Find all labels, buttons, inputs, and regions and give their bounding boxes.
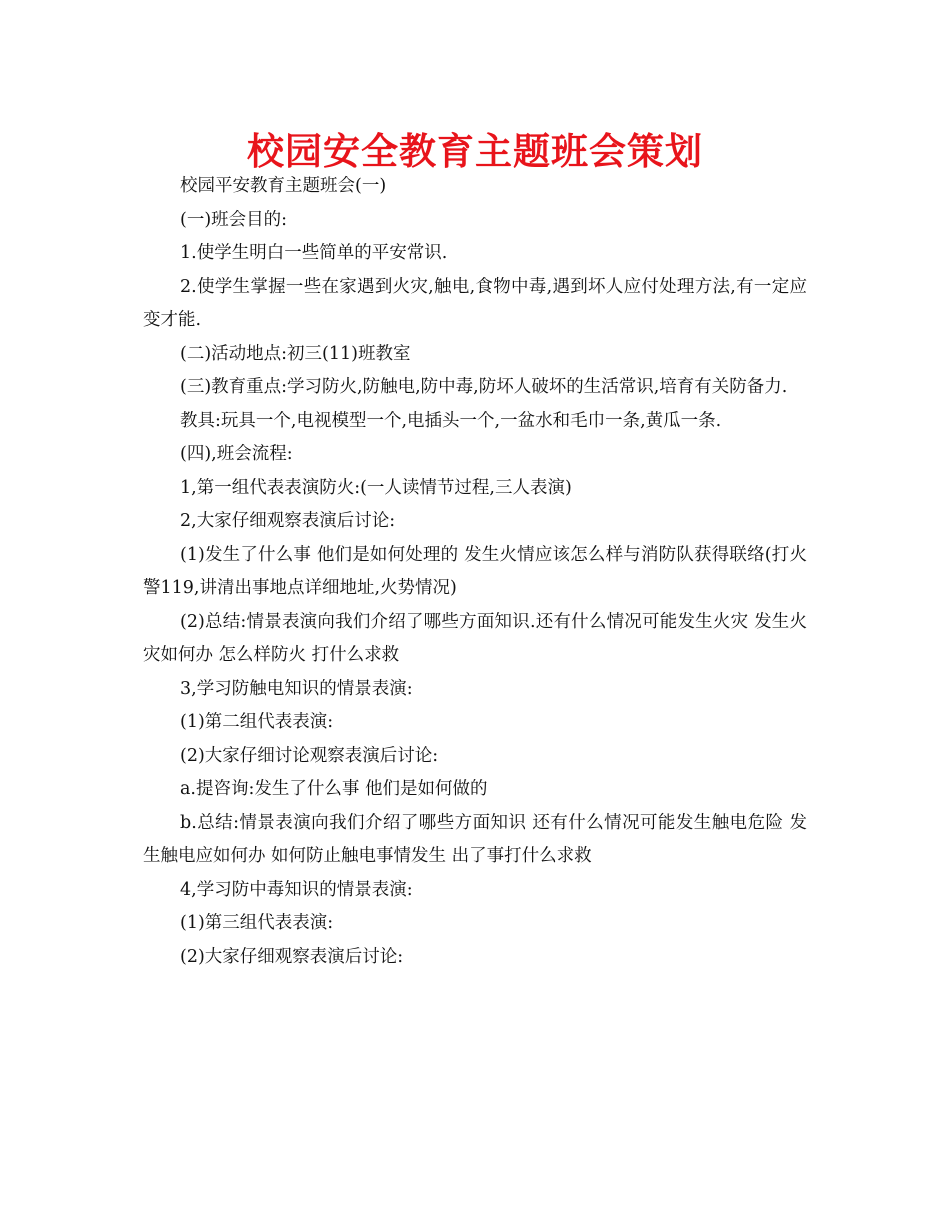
paragraph: a.提咨询:发生了什么事 他们是如何做的 [180, 779, 488, 799]
paragraph: 2,大家仔细观察表演后讨论: [180, 511, 396, 531]
document-title: 校园安全教育主题班会策划 [247, 130, 703, 173]
paragraph: (1)第二组代表表演: [180, 712, 334, 732]
paragraph: (二)活动地点:初三(11)班教室 [180, 343, 411, 364]
paragraph: (1)第三组代表表演: [180, 913, 334, 933]
paragraph: (2)总结:情景表演向我们介绍了哪些方面知识.还有什么情况可能发生火灾 发生火灾如何办 怎么样防火 打什么求救 [143, 611, 807, 665]
paragraph: 1.使学生明白一些简单的平安常识. [180, 243, 448, 263]
paragraph: (1)发生了什么事 他们是如何处理的 发生火情应该怎么样与消防队获得联络(打火警119,讲清出事地点详细地址,火势情况) [143, 544, 807, 598]
paragraph: 1,第一组代表表演防火:(一人读情节过程,三人表演) [180, 477, 572, 498]
paragraph: (三)教育重点:学习防火,防触电,防中毒,防坏人破坏的生活常识,培育有关防备力. [180, 377, 788, 397]
paragraph: (2)大家仔细讨论观察表演后讨论: [180, 745, 439, 766]
paragraph: 3,学习防触电知识的情景表演: [180, 678, 413, 699]
paragraph: b.总结:情景表演向我们介绍了哪些方面知识 还有什么情况可能发生触电危险 发生触电应如何办 如何防止触电事情发生 出了事打什么求救 [143, 812, 807, 866]
document-body [143, 170, 807, 974]
paragraph: 校园平安教育主题班会(一) [180, 176, 387, 196]
paragraph: (2)大家仔细观察表演后讨论: [180, 946, 404, 967]
paragraph: 教具:玩具一个,电视模型一个,电插头一个,一盆水和毛巾一条,黄瓜一条. [180, 410, 722, 431]
paragraph: (一)班会目的: [180, 209, 288, 230]
paragraph: 2.使学生掌握一些在家遇到火灾,触电,食物中毒,遇到坏人应付处理方法,有一定应变才能. [143, 276, 807, 330]
paragraph: 4,学习防中毒知识的情景表演: [180, 879, 413, 900]
paragraph: (四),班会流程: [180, 444, 293, 464]
